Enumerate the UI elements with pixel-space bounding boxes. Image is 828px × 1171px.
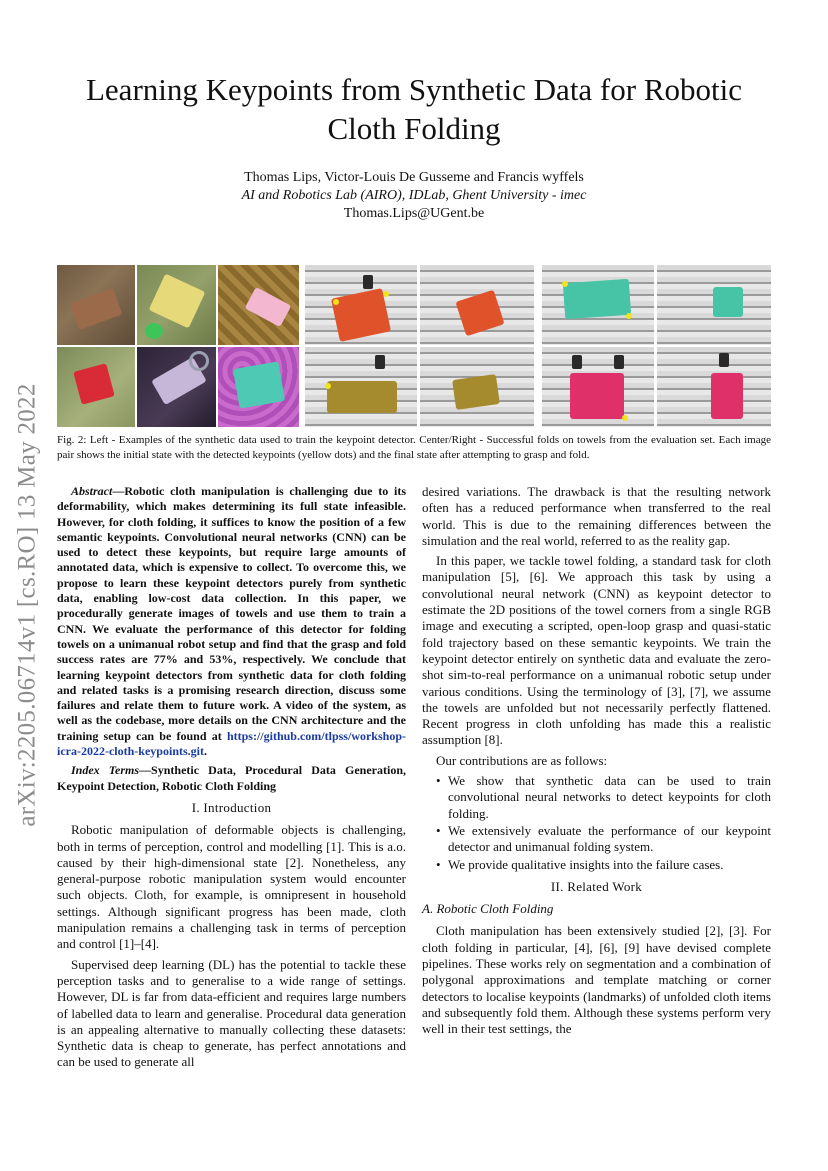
abstract-label: Abstract [71,484,113,498]
section-heading-related-work: II. Related Work [550,878,643,894]
paragraph: desired variations. The drawback is that the resulting network often has a reduced performance when transferred to the real world. This is due to the remaining differences between the simulation and the real world, referred to as the reality gap. [422,484,771,548]
arxiv-stamp [8,355,48,855]
fold-olive-initial [305,347,417,427]
synthetic-sample-4 [57,347,135,427]
figure-2 [57,265,771,427]
paragraph: In this paper, we tackle towel folding, a standard task for cloth manipulation [5], [6]. We approach this task by using a convolutional neural network (CNN) as keypoint detector to estimate the 2D positions of the towel corners from a single RGB image and executing a scripted, open-loop grasp and quasi-static fold trajectory based on these semantic keypoints. We train the keypoint detector entirely on synthetic data and evaluate the zero-shot sim-to-real performance on a unimanual robotic setup under various conditions. Using the terminology of [3], [7], we assume the towels are unfolded but not necessarily perfectly flattened. Recent progress in cloth unfolding has made this a realistic assumption [8]. [422,553,771,748]
subsection-heading: A. Robotic Cloth Folding [422,901,554,917]
list-item: • We extensively evaluate the performance of our keypoint detector and unimanual folding system. [436,823,771,856]
codebase-link[interactable]: https://github.com/tlpss/workshop-icra-2022-cloth-keypoints.git [57,728,406,759]
fold-olive-final [420,347,534,427]
section-heading-introduction: I. Introduction [191,799,272,815]
fold-teal-final [657,265,771,345]
synthetic-sample-2 [137,265,216,345]
list-item: • We provide qualitative insights into the failure cases. [436,857,771,873]
contributions-intro: Our contributions are as follows: [436,752,608,768]
paragraph: Cloth manipulation has been extensively studied [2], [3]. For cloth folding in particular, [4], [6], [9] have devised complete pipelines. These works rely on segmentation and a combination of polygonal approximations and template matching or corner detectors to localise keypoints (landmarks) of unfolded cloth items and subsequently fold them. Although these systems perform very well in their test settings, the [422,923,771,1037]
left-column [57,484,406,1075]
list-item: • We show that synthetic data can be used to train convolutional neural networks to detect keypoints for cloth folding. [436,773,771,822]
index-terms-body: —Synthetic Data, Procedural Data Generation, Keypoint Detection, Robotic Cloth Folding [57,763,406,793]
keypoint-dot [333,299,339,305]
index-terms [57,763,406,794]
keypoint-dot [562,281,568,287]
keypoint-dot [622,415,628,421]
fold-pink-final [657,347,771,427]
abstract-body: —Robotic cloth manipulation is challenging due to its deformability, which makes determining its full state infeasible. However, for cloth folding, it suffices to know the position of a few semantic keypoints. Convolutional neural networks (CNN) can be used to detect these keypoints, but require large amounts of annotated data, which is expensive to collect. To overcome this, we propose to learn these keypoint detectors purely from synthetic data, enabling low-cost data collection. In this paper, we procedurally generate images of towels and use them to train a CNN. We evaluate the performance of this detector for folding towels on a unimanual robot setup and find that the grasp and fold success rates are 77% and 53%, respectively. We conclude that learning keypoint detectors from synthetic data for cloth folding and related tasks is a promising research direction, discuss some failures and relate them to future work. A video of the system, as well as the codebase, more details on the CNN architecture and the training setup can be found at [57,484,406,743]
arxiv-identifier: arXiv:2205.06714v1 [cs.RO] 13 May 2022 [14,383,42,827]
fold-teal-initial [542,265,654,345]
synthetic-sample-6 [218,347,299,427]
fold-orange-initial [305,265,417,345]
fold-orange-final [420,265,534,345]
affiliation: AI and Robotics Lab (AIRO), IDLab, Ghent University - imec [241,188,587,203]
paragraph: Supervised deep learning (DL) has the potential to tackle these perception tasks and to generalise to a wide range of settings. However, DL is far from data-efficient and requires large numbers of labelled data to learn and generalise. Procedural data generation is an appealing alternative to manually collecting these datasets: Synthetic data is cheap to generate, has perfect annotations and can be used to generate all [57,956,406,1070]
paper-title: Learning Keypoints from Synthetic Data for Robotic Cloth Folding [85,72,742,146]
keypoint-dot [383,291,389,297]
paragraph: Robotic manipulation of deformable objects is challenging, both in terms of perception, control and modelling [1]. This is a.o. caused by their high-dimensional state [2]. Nonetheless, any general-purpose robotic manipulation system would encounter such objects. Cloth, for example, is omnipresent in household settings. Although significant progress has been made, cloth manipulation remains a challenging task in terms of perception and control [1]–[4]. [57,822,406,952]
index-terms-label: Index Terms [71,763,140,778]
synthetic-sample-5 [137,347,216,427]
keypoint-dot [325,383,331,389]
synthetic-sample-1 [57,265,135,345]
contributions-list [436,773,771,873]
author-email: Thomas.Lips@UGent.be [343,206,485,221]
abstract: Abstract—Robotic cloth manipulation is challenging due to its deformability, which makes determining its full state infeasible. However, for cloth folding, it suffices to know the position of a few semantic keypoints. Convolutional neural networks (CNN) can be used to detect these keypoints, but require large amounts of annotated data, which is expensive to collect. To overcome this, we propose to learn these keypoint detectors purely from synthetic data, enabling low-cost data collection. In this paper, we procedurally generate images of towels and use them to train a CNN. We evaluate the performance of this detector for folding towels on a unimanual robot setup and find that the grasp and fold success rates are 77% and 53%, respectively. We conclude that learning keypoint detectors from synthetic data for cloth folding and related tasks is a promising research direction, discuss some failures and relate them to future work. A video of the system, as well as the codebase, more details on the CNN architecture and the training setup can be found at https://github.com/tlpss/workshop-icra-2022-cloth-keypoints.git. [57,484,406,759]
author-list: Thomas Lips, Victor-Louis De Gusseme and Francis wyffels [244,170,584,185]
fold-pink-initial [542,347,654,427]
figure-caption: Fig. 2: Left - Examples of the synthetic data used to train the keypoint detector. Center/Right - Successful folds on towels from the evaluation set. Each image pair shows the initial state with the detected keypoints (yellow dots) and the final state after attempting to grasp and fold. [57,434,771,461]
synthetic-sample-3 [218,265,299,345]
keypoint-dot [626,313,632,319]
right-column [422,484,771,1042]
